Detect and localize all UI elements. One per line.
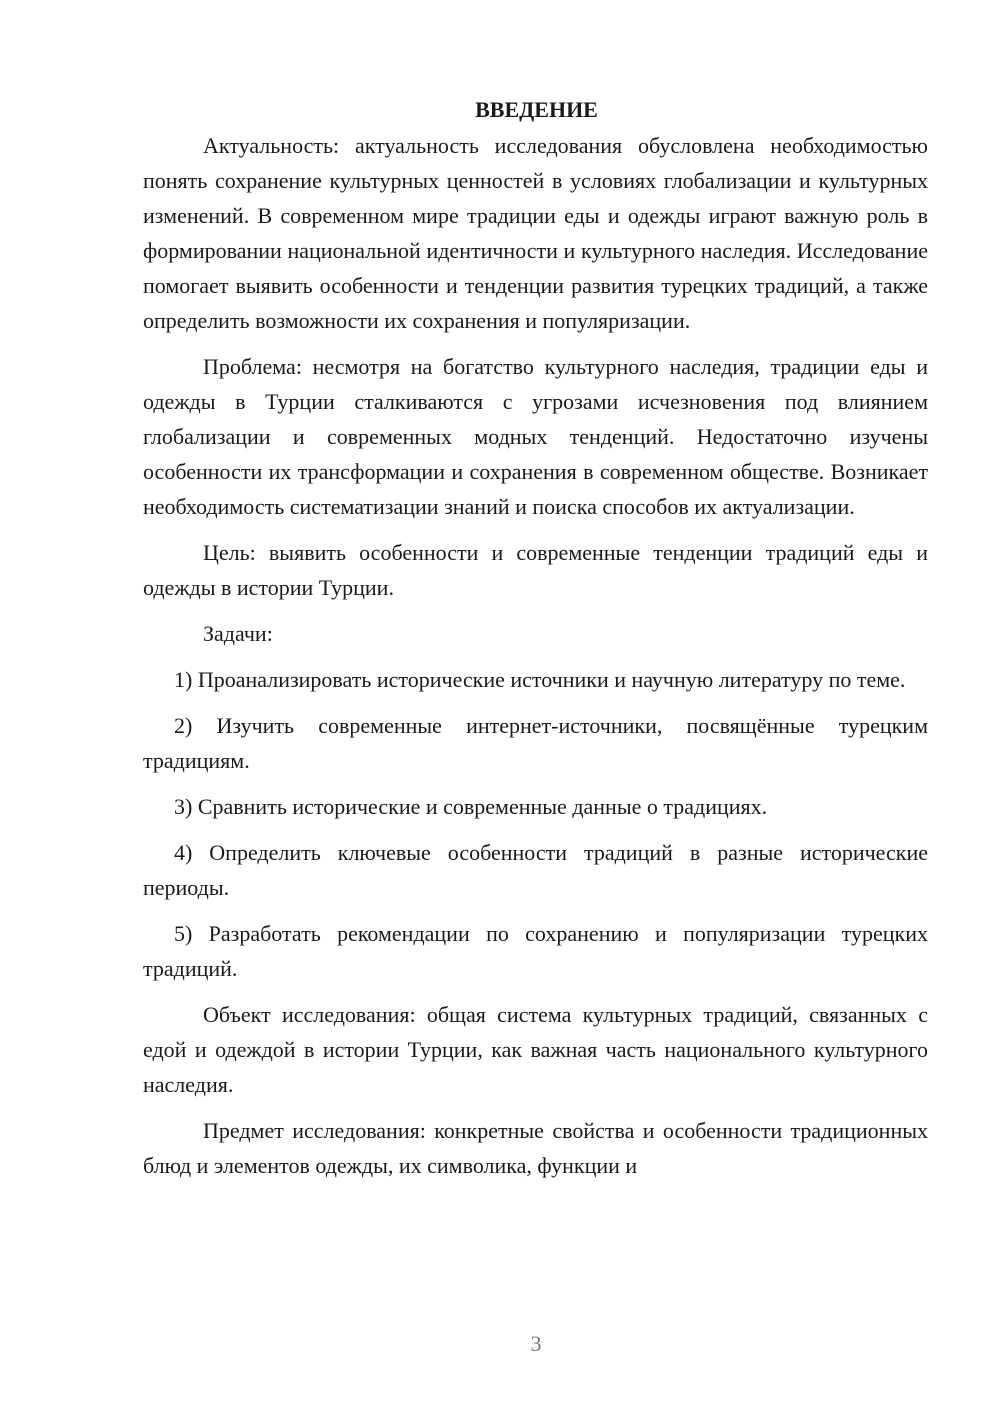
task-item-2: 2) Изучить современные интернет-источники, посвящённые турецким традициям. [143, 713, 928, 773]
relevance-paragraph: Актуальность: актуальность исследования обусловлена необходимостью понять сохранение культурных ценностей в условиях глобализации и культурных изменений. В современном мире традиции еды и одежды играют важную роль в формировании национальной идентичности и культурного наследия. Исследование помогает выявить особенности и тенденции развития турецких традиций, а также определить возможности их сохранения и популяризации. [143, 133, 928, 333]
goal-paragraph: Цель: выявить особенности и современные тенденции традиций еды и одежды в истории Турции. [143, 540, 928, 600]
task-item-1: 1) Проанализировать исторические источники и научную литературу по теме. [174, 667, 906, 692]
object-paragraph: Объект исследования: общая система культурных традиций, связанных с едой и одеждой в истории Турции, как важная часть национального культурного наследия. [143, 1002, 928, 1097]
problem-paragraph: Проблема: несмотря на богатство культурного наследия, традиции еды и одежды в Турции сталкиваются с угрозами исчезновения под влиянием глобализации и современных модных тенденций. Недостаточно изучены особенности их трансформации и сохранения в современном обществе. Возникает необходимость систематизации знаний и поиска способов их актуализации. [143, 354, 928, 519]
subject-paragraph: Предмет исследования: конкретные свойства и особенности традиционных блюд и элементов одежды, их символика, функции и [143, 1118, 928, 1178]
task-item-4: 4) Определить ключевые особенности традиций в разные исторические периоды. [143, 840, 928, 900]
task-item-5: 5) Разработать рекомендации по сохранению и популяризации турецких традиций. [143, 921, 928, 981]
section-heading: ВВЕДЕНИЕ [475, 97, 598, 122]
tasks-label: Задачи: [203, 621, 273, 646]
document-page [143, 92, 928, 1194]
task-item-3: 3) Сравнить исторические и современные данные о традициях. [174, 794, 768, 819]
page-number: 3 [530, 1331, 542, 1356]
